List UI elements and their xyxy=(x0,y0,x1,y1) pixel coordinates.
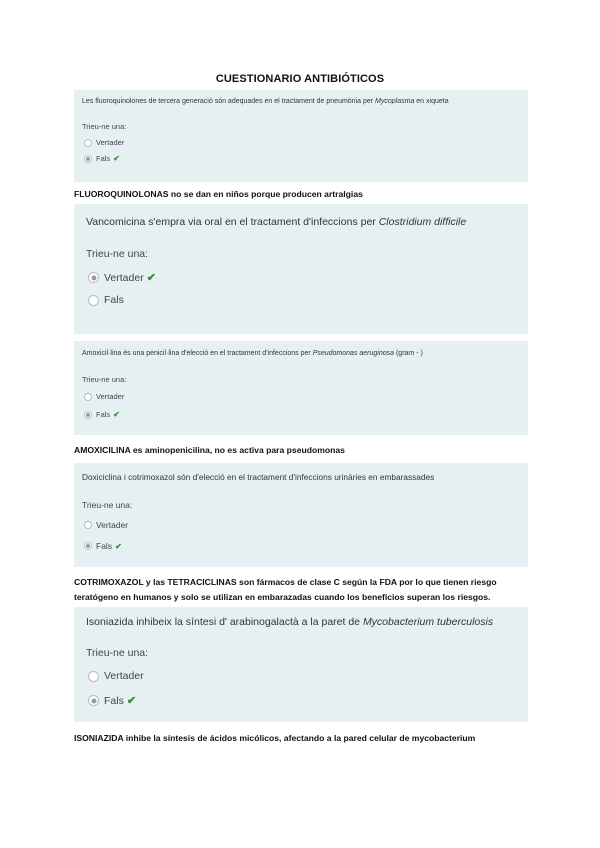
option-true[interactable]: Vertader xyxy=(84,520,128,530)
radio-false[interactable] xyxy=(88,295,99,306)
option-true[interactable]: Vertader ✔ xyxy=(88,271,156,284)
option-false[interactable]: Fals ✔ xyxy=(84,410,120,419)
option-true[interactable]: Vertader xyxy=(84,138,124,147)
answer-note: AMOXICILINA es aminopenicilina, no es activa para pseudomonas xyxy=(74,445,345,455)
radio-false[interactable] xyxy=(84,155,92,163)
radio-false[interactable] xyxy=(84,542,92,550)
radio-false[interactable] xyxy=(88,695,99,706)
option-false[interactable]: Fals ✔ xyxy=(84,541,122,551)
question-card xyxy=(74,90,528,182)
question-text: Vancomicina s'empra via oral en el tractament d'infeccions per Clostridium difficile xyxy=(86,216,467,228)
radio-true[interactable] xyxy=(84,393,92,401)
answer-note: ISONIAZIDA inhibe la síntesis de ácidos micólicos, afectando a la pared celular de mycobacterium xyxy=(74,733,476,743)
option-true[interactable]: Vertader xyxy=(84,392,124,401)
radio-true[interactable] xyxy=(84,521,92,529)
radio-true[interactable] xyxy=(88,272,99,283)
check-icon: ✔ xyxy=(113,410,120,419)
question-text: Amoxicil·lina és una penicil·lina d'elecció en el tractament d'infeccions per Pseudomonas aeruginosa (gram - ) xyxy=(82,350,423,357)
option-false[interactable]: Fals ✔ xyxy=(88,694,136,707)
check-icon: ✔ xyxy=(115,541,122,551)
question-text: Les fluoroquinolones de tercera generació són adequades en el tractament de pneumònia per Mycoplasma en xiqueta xyxy=(82,98,449,105)
answer-note: COTRIMOXAZOL y las TETRACICLINAS son fármacos de clase C según la FDA por lo que tienen riesgo teratógeno en humanos y solo se utilizan en embarazadas cuando los beneficios superan los riesgos. xyxy=(74,577,497,602)
choose-label: Trieu-ne una: xyxy=(82,122,127,131)
radio-true[interactable] xyxy=(84,139,92,147)
question-card xyxy=(74,607,528,722)
choose-label: Trieu-ne una: xyxy=(82,500,133,510)
radio-false[interactable] xyxy=(84,411,92,419)
choose-label: Trieu-ne una: xyxy=(82,375,127,384)
question-text: Isoniazida inhibeix la síntesi d' arabinogalactà a la paret de Mycobacterium tuberculosis xyxy=(86,616,494,628)
choose-label: Trieu-ne una: xyxy=(86,248,149,260)
check-icon: ✔ xyxy=(113,154,120,163)
page-title: CUESTIONARIO ANTIBIÓTICOS xyxy=(215,73,385,85)
check-icon: ✔ xyxy=(126,695,137,707)
option-false[interactable]: Fals ✔ xyxy=(84,154,120,163)
question-card xyxy=(74,341,528,435)
choose-label: Trieu-ne una: xyxy=(86,647,149,659)
check-icon: ✔ xyxy=(146,272,156,284)
question-text: Doxiciclina i cotrimoxazol són d'elecció en el tractament d'infeccions urinàries en embarassades xyxy=(82,472,435,482)
option-true[interactable]: Vertader xyxy=(88,670,144,682)
radio-true[interactable] xyxy=(88,671,99,682)
answer-note: FLUOROQUINOLONAS no se dan en niños porque producen artralgias xyxy=(74,189,363,199)
option-false[interactable]: Fals xyxy=(88,294,124,306)
question-card xyxy=(74,204,528,334)
question-card xyxy=(74,463,528,567)
